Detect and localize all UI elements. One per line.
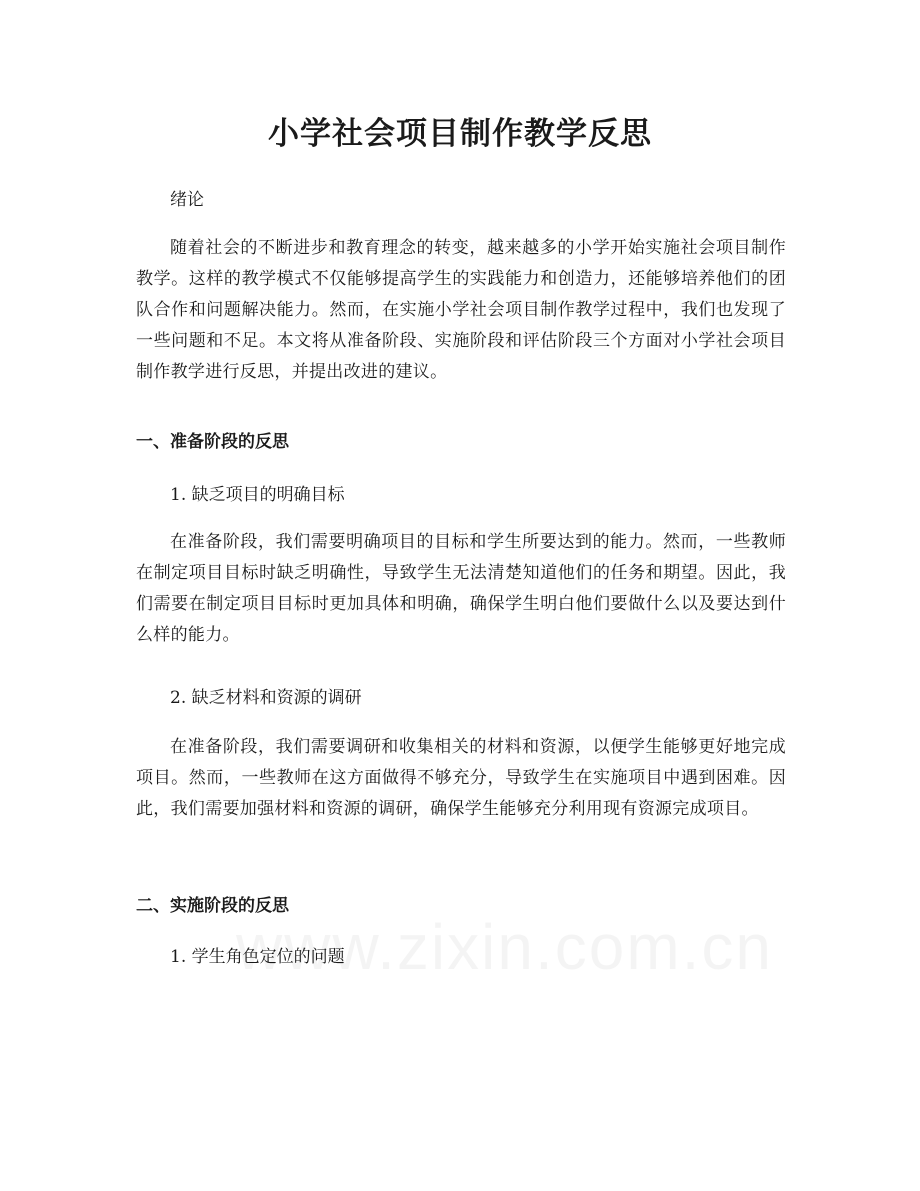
section1-item1-title: 1. 缺乏项目的明确目标	[170, 485, 345, 505]
section2-heading: 二、实施阶段的反思	[136, 896, 289, 916]
document-title: 小学社会项目制作教学反思	[268, 116, 652, 152]
section1-item2-paragraph: 在准备阶段，我们需要调研和收集相关的材料和资源，以便学生能够更好地完成项目。然而，一些教师在这方面做得不够充分，导致学生在实施项目中遇到困难。因此，我们需要加强材料和资源的调研，确保学生能够充分利用现有资源完成项目。	[136, 737, 786, 819]
section1-heading: 一、准备阶段的反思	[136, 432, 289, 452]
section1-item1-paragraph: 在准备阶段，我们需要明确项目的目标和学生所要达到的能力。然而，一些教师在制定项目目标时缺乏明确性，导致学生无法清楚知道他们的任务和期望。因此，我们需要在制定项目目标时更加具体和明确，确保学生明白他们要做什么以及要达到什么样的能力。	[136, 532, 786, 645]
intro-paragraph: 随着社会的不断进步和教育理念的转变，越来越多的小学开始实施社会项目制作教学。这样的教学模式不仅能够提高学生的实践能力和创造力，还能够培养他们的团队合作和问题解决能力。然而，在实施小学社会项目制作教学过程中，我们也发现了一些问题和不足。本文将从准备阶段、实施阶段和评估阶段三个方面对小学社会项目制作教学进行反思，并提出改进的建议。	[136, 238, 786, 382]
intro-label: 绪论	[170, 190, 204, 210]
section2-item1-title: 1. 学生角色定位的问题	[170, 947, 345, 967]
section1-item2-title: 2. 缺乏材料和资源的调研	[170, 688, 362, 708]
